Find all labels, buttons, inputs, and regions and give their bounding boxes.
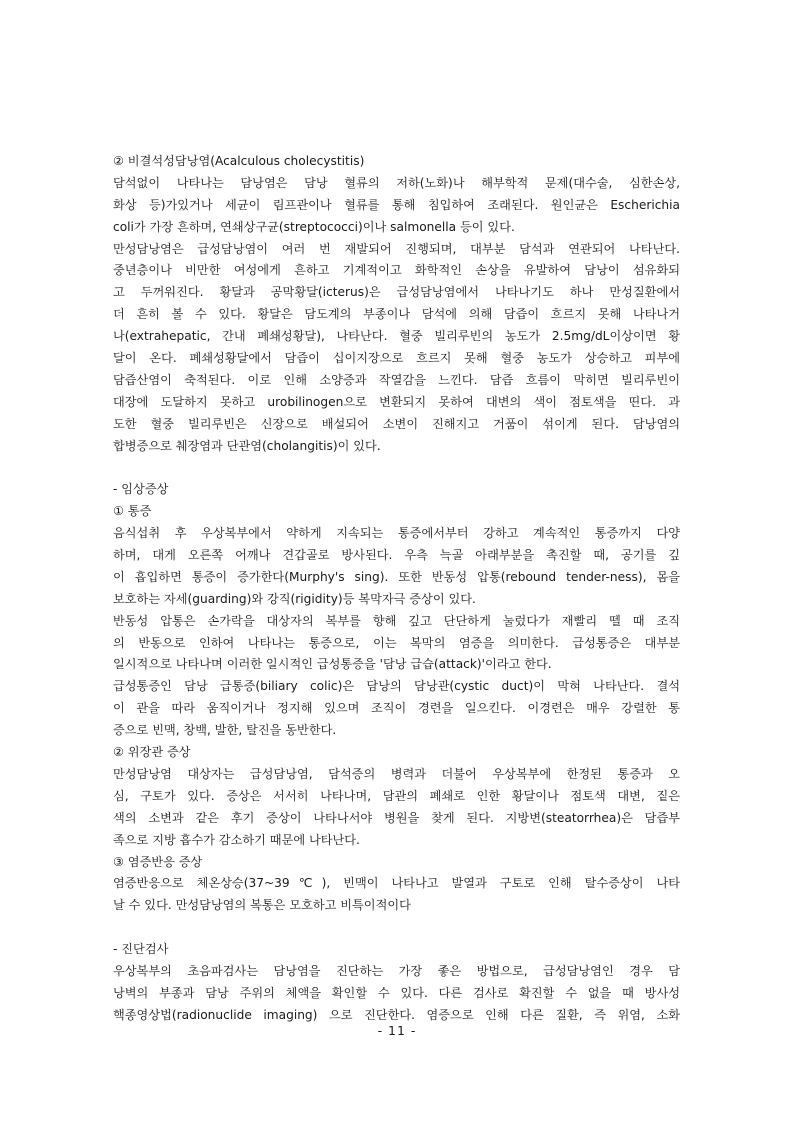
text-line: 대장에 도달하지 못하고 urobilinogen으로 변환되지 못하여 대변의 색이 점토색을 띤다. 과 — [113, 394, 680, 409]
text-line: 반동성 압통은 손가락을 대상자의 복부를 향해 깊고 단단하게 눌렀다가 재빨리 뗄 때 조직 — [113, 613, 680, 628]
text-line: 의 반동으로 인하여 나타나는 통증으로, 이는 복막의 염증을 의미한다. 급성통증은 대부분 — [113, 635, 680, 650]
text-line: - 임상증상 — [113, 482, 169, 497]
text-line: ③ 염증반응 증상 — [113, 854, 203, 869]
text-line: 낭벽의 부종과 담낭 주위의 체액을 확인할 수 있다. 다른 검사로 확진할 수 없을 때 방사성 — [113, 985, 680, 1000]
text-line: 일시적으로 나타나며 이러한 일시적인 급성통증을 '담낭 급습(attack)'이라고 한다. — [113, 657, 552, 672]
text-line: 중년층이나 비만한 여성에게 흔하고 기계적이고 화학적인 손상을 유발하여 담낭이 섬유화되 — [113, 263, 680, 278]
text-line: 증으로 빈맥, 창백, 발한, 탈진을 동반한다. — [113, 723, 337, 738]
text-line: 달이 온다. 폐쇄성황달에서 담즙이 십이지장으로 흐르지 못해 혈중 농도가 상승하고 피부에 — [113, 351, 680, 366]
text-line: 급성통증인 담낭 급통증(biliary colic)은 담낭의 담낭관(cystic duct)이 막혀 나타난다. 결석 — [113, 679, 680, 694]
text-line: 도한 혈중 빌리루빈은 신장으로 배설되어 소변이 진해지고 거품이 섞이게 된다. 담낭염의 — [113, 416, 680, 431]
text-line: - 진단검사 — [113, 942, 169, 957]
text-line: 음식섭취 후 우상복부에서 약하게 지속되는 통증에서부터 강하고 계속적인 통증까지 다양 — [113, 526, 680, 541]
text-line: 만성담낭염은 급성담낭염이 여러 번 재발되어 진행되며, 대부분 담석과 연관되어 나타난다. — [113, 241, 680, 256]
text-line: 심, 구토가 있다. 증상은 서서히 나타나며, 담관의 폐쇄로 인한 황달이나 점토색 대변, 짙은 — [113, 788, 680, 803]
text-line: 화상 등)가있거나 세균이 림프관이나 혈류를 통해 침입하여 조래된다. 원인균은 Escherichia — [113, 197, 680, 212]
text-line: 날 수 있다. 만성담낭염의 복통은 모호하고 비특이적이다 — [113, 898, 411, 913]
text-line: 염증반응으로 체온상승(37~39℃), 빈맥이 나타나고 발열과 구토로 인해 탈수증상이 나타 — [113, 876, 680, 891]
text-line: ② 위장관 증상 — [113, 745, 191, 760]
text-line: 우상복부의 초음파검사는 담낭염을 진단하는 가장 좋은 방법으로, 급성담낭염인 경우 담 — [113, 963, 680, 978]
text-line: 색의 소변과 같은 후기 증상이 나타나서야 병원을 찾게 된다. 지방변(steatorrhea)은 담즙부 — [113, 810, 680, 825]
text-line: 이 관을 따라 움직이거나 정지해 있으며 조직이 경련을 일으킨다. 이경련은 매우 강렬한 통 — [113, 701, 680, 716]
page-number: - 11 - — [377, 1023, 417, 1038]
paragraph-gap — [113, 917, 680, 939]
text-line: 만성담낭염 대상자는 급성담낭염, 담석증의 병력과 더불어 우상복부에 한정된 통증과 오 — [113, 766, 680, 781]
paragraph-gap — [113, 457, 680, 479]
text-line: 고 두꺼워진다. 황달과 공막황달(icterus)은 급성담낭염에서 나타나기도 하나 만성질환에서 — [113, 285, 680, 300]
text-line: 보호하는 자세(guarding)와 강직(rigidity)등 복막자극 증상이 있다. — [113, 591, 476, 606]
text-line: 나(extrahepatic, 간내 폐쇄성황달), 나타난다. 혈중 빌리루빈의 농도가 2.5mg/dL이상이면 황 — [113, 329, 680, 344]
text-line: 족으로 지방 흡수가 감소하기 때문에 나타난다. — [113, 832, 360, 847]
text-line: ② 비결석성담낭염(Acalculous cholecystitis) — [113, 154, 365, 168]
text-line: 이 흡입하면 통증이 증가한다(Murphy's sing). 또한 반동성 압통(rebound tender-ness), 몸을 — [113, 569, 680, 584]
text-line: 하며, 대게 오른쪽 어깨나 견갑골로 방사된다. 우측 늑골 아래부분을 촉진할 때, 공기를 깊 — [113, 548, 680, 563]
text-line: 더 흔히 볼 수 있다. 황달은 담도계의 부종이나 담석에 의해 담즙이 흐르지 못해 나타나거 — [113, 307, 680, 322]
text-line: 합병증으로 췌장염과 단관염(cholangitis)이 있다. — [113, 438, 381, 453]
text-line: ① 통증 — [113, 504, 152, 519]
text-line: coli가 가장 흔하며, 연쇄상구균(streptococci)이나 salmonella 등이 있다. — [113, 219, 515, 234]
text-line: 담석없이 나타나는 담낭염은 담낭 혈류의 저하(노화)나 해부학적 문제(대수술, 심한손상, — [113, 175, 680, 190]
text-line: 담즙산염이 축적된다. 이로 인해 소양증과 작열감을 느낀다. 담즙 흐름이 막히면 빌리루빈이 — [113, 372, 680, 387]
document-body — [113, 151, 680, 1027]
text-line: 핵종영상법(radionuclide imaging) 으로 진단한다. 염증으로 인해 다른 질환, 즉 위염, 소화 — [113, 1007, 680, 1022]
